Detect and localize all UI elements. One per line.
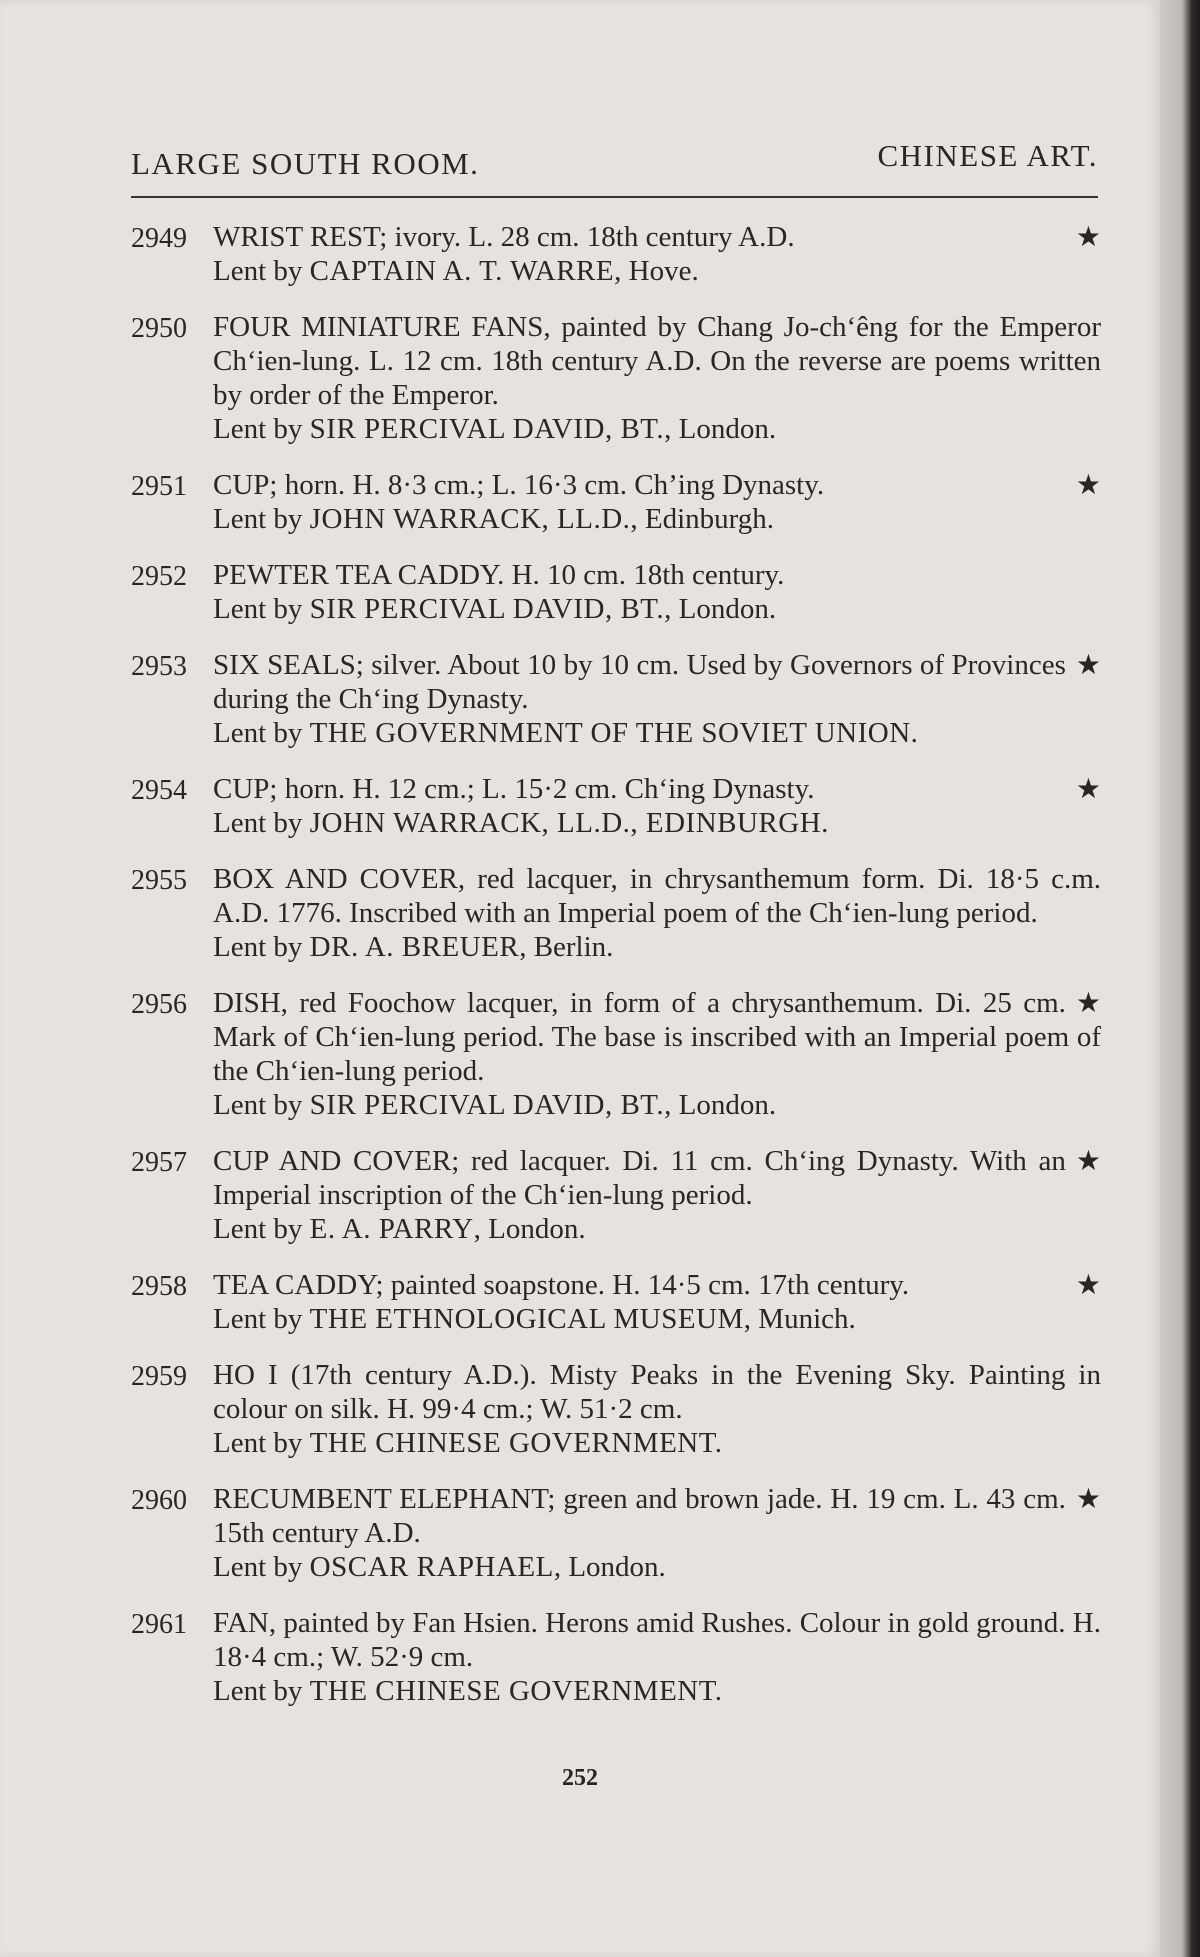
star-icon: ★	[1075, 986, 1101, 1019]
entry-lender-line	[213, 1212, 1101, 1246]
entry-description: HO I (17th century A.D.). Misty Peaks in the Evening Sky. Painting in colour on silk. H. 99·4 cm.; W. 51·2 cm.	[213, 1359, 1101, 1425]
entry-description: TEA CADDY; painted soapstone. H. 14·5 cm. 17th century.	[213, 1269, 910, 1301]
entry-number: 2952	[131, 561, 187, 592]
lent-by-label: Lent by	[213, 1551, 303, 1583]
entry-description: DISH, red Foochow lacquer, in form of a chrysanthemum. Di. 25 cm. Mark of Ch‘ien-lung period. The base is inscribed with an Imperial poem of the Ch‘ien-lung period.	[213, 987, 1101, 1087]
entry-description-block	[213, 772, 1101, 840]
catalogue-entry	[131, 772, 1101, 840]
entry-number: 2951	[131, 471, 187, 502]
lender-place: , London.	[664, 1089, 777, 1121]
entry-lender-line	[213, 1550, 1101, 1584]
entry-description-block	[213, 1358, 1101, 1460]
entry-lender-line	[213, 930, 1101, 964]
entry-number: 2954	[131, 775, 187, 806]
entry-description: FOUR MINIATURE FANS, painted by Chang Jo-ch‘êng for the Emperor Ch‘ien-lung. L. 12 cm. 18th century A.D. On the reverse are poems written by order of the Emperor.	[213, 311, 1101, 411]
entry-number: 2957	[131, 1147, 187, 1178]
entry-description: CUP AND COVER; red lacquer. Di. 11 cm. Ch‘ing Dynasty. With an Imperial inscription of the Ch‘ien-lung period.	[213, 1145, 1066, 1211]
entry-lender-line	[213, 1088, 1101, 1122]
lender-place: , London.	[473, 1213, 586, 1245]
catalogue-entry	[131, 558, 1101, 626]
entry-description: RECUMBENT ELEPHANT; green and brown jade. H. 19 cm. L. 43 cm. 15th century A.D.	[213, 1483, 1066, 1549]
catalogue-entry	[131, 862, 1101, 964]
entry-description: WRIST REST; ivory. L. 28 cm. 18th century A.D.	[213, 221, 795, 253]
lender-name: SIR PERCIVAL DAVID, BT.	[309, 593, 665, 625]
entry-description-block	[213, 1482, 1101, 1584]
entry-number: 2960	[131, 1485, 187, 1516]
page-edge	[1160, 0, 1200, 1957]
lender-place: , London.	[664, 413, 777, 445]
entry-lender-line	[213, 1674, 1101, 1708]
entry-description: BOX AND COVER, red lacquer, in chrysanthemum form. Di. 18·5 c.m. A.D. 1776. Inscribed with an Imperial poem of the Ch‘ien-lung period.	[213, 863, 1101, 929]
catalogue-entry	[131, 1606, 1101, 1708]
running-header	[131, 138, 1098, 188]
entry-description: CUP; horn. H. 12 cm.; L. 15·2 cm. Ch‘ing Dynasty.	[213, 773, 815, 805]
lender-place: , Hove.	[614, 255, 699, 287]
catalogue-entries	[131, 220, 1101, 1730]
entry-description-block	[213, 310, 1101, 446]
lent-by-label: Lent by	[213, 593, 303, 625]
entry-description-block	[213, 1268, 1101, 1336]
lender-place: , London.	[553, 1551, 666, 1583]
entry-description: PEWTER TEA CADDY. H. 10 cm. 18th century.	[213, 559, 785, 591]
lender-name: DR. A. BREUER	[309, 931, 520, 963]
lender-name: THE CHINESE GOVERNMENT.	[309, 1675, 723, 1707]
catalogue-entry	[131, 220, 1101, 288]
catalogue-entry	[131, 986, 1101, 1122]
lender-name: SIR PERCIVAL DAVID, BT.	[309, 413, 665, 445]
entry-description-block	[213, 468, 1101, 536]
star-icon: ★	[1075, 220, 1101, 253]
entry-number: 2961	[131, 1609, 187, 1640]
lent-by-label: Lent by	[213, 1675, 303, 1707]
lender-name: THE GOVERNMENT OF THE SOVIET UNION.	[309, 717, 919, 749]
lender-name: JOHN WARRACK, LL.D., EDINBURGH.	[309, 807, 829, 839]
entry-lender-line	[213, 592, 1101, 626]
lender-name: THE ETHNOLOGICAL MUSEUM	[309, 1303, 744, 1335]
entry-description: SIX SEALS; silver. About 10 by 10 cm. Used by Governors of Provinces during the Ch‘ing Dynasty.	[213, 649, 1066, 715]
lent-by-label: Lent by	[213, 1089, 303, 1121]
lender-name: OSCAR RAPHAEL	[309, 1551, 554, 1583]
lender-name: SIR PERCIVAL DAVID, BT.	[309, 1089, 665, 1121]
star-icon: ★	[1075, 1144, 1101, 1177]
entry-description-block	[213, 648, 1101, 750]
entry-description-block	[213, 220, 1101, 288]
entry-number: 2959	[131, 1361, 187, 1392]
star-icon: ★	[1075, 1268, 1101, 1301]
entry-lender-line	[213, 254, 1101, 288]
entry-lender-line	[213, 412, 1101, 446]
lender-name: CAPTAIN A. T. WARRE	[309, 255, 615, 287]
star-icon: ★	[1075, 1482, 1101, 1515]
lender-name: E. A. PARRY	[309, 1213, 474, 1245]
entry-lender-line	[213, 716, 1101, 750]
catalogue-entry	[131, 1482, 1101, 1584]
entry-description: FAN, painted by Fan Hsien. Herons amid Rushes. Colour in gold ground. H. 18·4 cm.; W. 52·9 cm.	[213, 1607, 1101, 1673]
entry-number: 2950	[131, 313, 187, 344]
lent-by-label: Lent by	[213, 1213, 303, 1245]
lent-by-label: Lent by	[213, 1427, 303, 1459]
catalogue-entry	[131, 1358, 1101, 1460]
lent-by-label: Lent by	[213, 717, 303, 749]
entry-number: 2956	[131, 989, 187, 1020]
entry-description-block	[213, 1144, 1101, 1246]
lent-by-label: Lent by	[213, 931, 303, 963]
star-icon: ★	[1075, 648, 1101, 681]
catalogue-entry	[131, 1268, 1101, 1336]
entry-lender-line	[213, 806, 1101, 840]
lender-place: , Berlin.	[519, 931, 614, 963]
entry-description-block	[213, 558, 1101, 626]
entry-description: CUP; horn. H. 8·3 cm.; L. 16·3 cm. Ch’ing Dynasty.	[213, 469, 825, 501]
header-room: LARGE SOUTH ROOM.	[131, 146, 480, 181]
lender-name: THE CHINESE GOVERNMENT.	[309, 1427, 723, 1459]
entry-description-block	[213, 986, 1101, 1122]
header-rule	[131, 196, 1098, 198]
lent-by-label: Lent by	[213, 503, 303, 535]
catalogue-entry	[131, 648, 1101, 750]
star-icon: ★	[1075, 772, 1101, 805]
header-section: CHINESE ART.	[877, 138, 1098, 173]
lent-by-label: Lent by	[213, 1303, 303, 1335]
star-icon: ★	[1075, 468, 1101, 501]
entry-number: 2958	[131, 1271, 187, 1302]
lender-place: , Munich.	[743, 1303, 856, 1335]
catalogue-entry	[131, 1144, 1101, 1246]
catalogue-entry	[131, 468, 1101, 536]
lender-place: , Edinburgh.	[630, 503, 775, 535]
lender-name: JOHN WARRACK, LL.D.	[309, 503, 631, 535]
catalogue-entry	[131, 310, 1101, 446]
entry-number: 2955	[131, 865, 187, 896]
entry-lender-line	[213, 1426, 1101, 1460]
lent-by-label: Lent by	[213, 413, 303, 445]
entry-number: 2953	[131, 651, 187, 682]
entry-lender-line	[213, 502, 1101, 536]
lent-by-label: Lent by	[213, 807, 303, 839]
entry-description-block	[213, 862, 1101, 964]
entry-number: 2949	[131, 223, 187, 254]
lent-by-label: Lent by	[213, 255, 303, 287]
page-number: 252	[562, 1765, 598, 1791]
lender-place: , London.	[664, 593, 777, 625]
entry-lender-line	[213, 1302, 1101, 1336]
entry-description-block	[213, 1606, 1101, 1708]
